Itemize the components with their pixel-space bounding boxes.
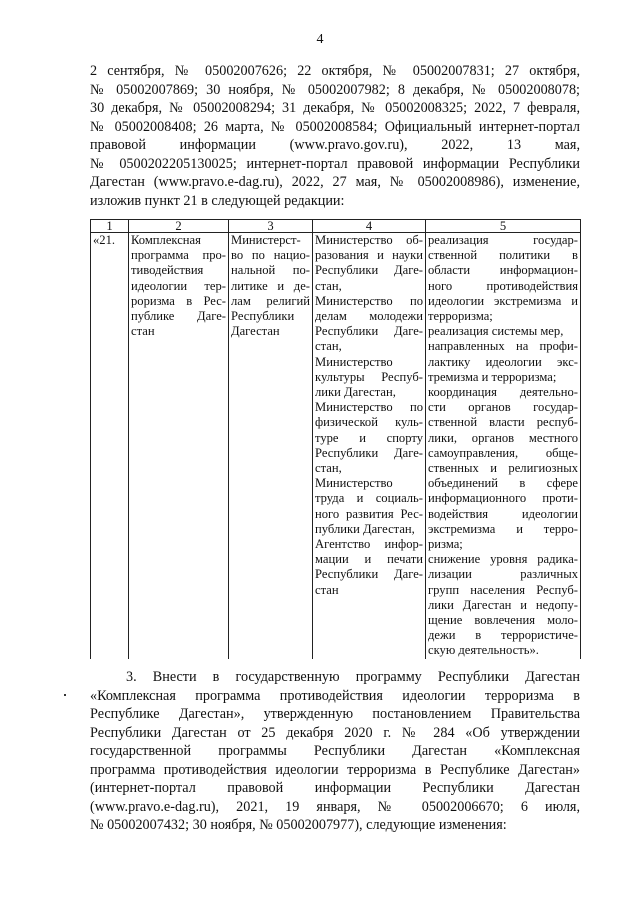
paragraph-line: № 05002007432; 30 ноября, № 05002007977), следующие изменения: (90, 817, 507, 833)
cell-line: ризма; (428, 537, 463, 552)
cell-line: реализация системы мер, (428, 324, 564, 339)
cell-goals (426, 233, 581, 659)
program-table (90, 219, 581, 659)
cell-line: Министерство об- (315, 233, 423, 247)
cell-line: лактику идеологии экс- (428, 354, 578, 369)
paragraph-line: (www.pravo.e-dag.ru), 2021, 19 января, № 05002006670; 6 июля, (90, 798, 580, 815)
intro-line: Дагестан (www.pravo.e-dag.ru), 2022, 27 мая, № 05002008986), изменение, (90, 174, 580, 190)
cell-line: лики, органов местного (428, 430, 578, 445)
cell-line: ного противодействия (428, 278, 578, 293)
intro-line: № 05002007869; 30 ноября, № 05002007982; 8 декабря, № 05002008078; (90, 81, 580, 98)
cell-line: лики Дагестан и недопу- (428, 597, 578, 612)
cell-line: стан (131, 324, 155, 339)
cell-line: самоуправления, обще- (428, 445, 578, 460)
cell-line: области информацион- (428, 263, 578, 278)
cell-line: Республики Даге- (315, 445, 423, 460)
cell-line: ственной власти респуб- (428, 415, 578, 430)
cell-line: разования и науки (315, 248, 423, 263)
cell-line: скую деятельность». (428, 643, 539, 658)
paragraph-line: государственной программы Республики Дагестан «Комплексная (90, 743, 580, 759)
table-header-row (91, 220, 581, 233)
paragraph-line: Республике Дагестан», утвержденную постановлением Правительства (90, 706, 580, 722)
cell-line: ственных и религиозных (428, 461, 578, 476)
cell-line: Республики Даге- (315, 263, 423, 278)
cell-line: Министерство (315, 354, 393, 369)
cell-line: стан (315, 582, 339, 597)
intro-line: № 0500202205130025; интернет-портал правовой информации Республики (90, 155, 580, 172)
intro-line: 2 сентября, № 05002007626; 22 октября, № 05002007831; 27 октября, (90, 63, 580, 79)
cell-line: реализация государ- (428, 233, 578, 247)
table-row (91, 233, 581, 659)
cell-line: объединений в сфере (428, 476, 578, 491)
cell-line: лам религий (231, 293, 310, 308)
cell-line: Республики (231, 309, 295, 324)
cell-item-number (91, 233, 129, 659)
cell-line: туре и спорту (315, 430, 423, 445)
cell-line: во по нацио- (231, 248, 310, 263)
cell-line: Дагестан (231, 324, 280, 339)
cell-line: идеологии тер- (131, 278, 226, 293)
cell-line: роризма в Рес- (131, 293, 226, 308)
cell-responsible-executor (229, 233, 313, 659)
intro-line: 30 декабря, № 05002008294; 31 декабря, № 05002008325; 2022, 7 февраля, (90, 100, 580, 116)
table-header-cell: 1 (91, 220, 129, 233)
cell-line: ственной политики в (428, 248, 578, 263)
cell-line: лизации различных (428, 567, 578, 582)
cell-line: Министерство по (315, 400, 423, 415)
cell-line: сти органов государ- (428, 400, 578, 415)
cell-line: ного развития Рес- (315, 506, 423, 521)
cell-line: Республики Даге- (315, 324, 423, 339)
scan-speck (64, 694, 66, 696)
paragraph-line: программа противодействия идеологии терроризма в Республике Дагестан» (90, 761, 580, 778)
cell-line: щение вовлечения моло- (428, 613, 578, 628)
cell-line: физической куль- (315, 415, 423, 430)
cell-line: лики Дагестан, (315, 385, 396, 400)
cell-line: водействия идеологии (428, 506, 578, 521)
cell-line: Министерст- (231, 233, 301, 247)
cell-line: идеологии экстремизма и (428, 293, 578, 308)
cell-line: публике Даге- (131, 309, 226, 324)
cell-line: информационного проти- (428, 491, 578, 506)
cell-line: Агентство инфор- (315, 537, 423, 552)
cell-line: программа про- (131, 248, 226, 263)
cell-line: литике и де- (231, 278, 310, 293)
cell-line: терроризма; (428, 309, 493, 324)
cell-line: Республики Даге- (315, 567, 423, 582)
cell-program-name (129, 233, 229, 659)
cell-line: Комплексная (131, 233, 201, 247)
cell-line: публики Дагестан, (315, 521, 415, 536)
paragraph-line: 3. Внести в государственную программу Республики Дагестан (126, 669, 580, 685)
cell-line: культуры Респуб- (315, 369, 423, 384)
paragraph-3 (90, 668, 580, 835)
intro-paragraph (90, 62, 580, 210)
intro-line: изложив пункт 21 в следующей редакции: (90, 192, 345, 209)
cell-line: Министерство (315, 476, 393, 491)
cell-line: снижение уровня радика- (428, 552, 578, 567)
cell-line: тремизма и терроризма; (428, 369, 557, 384)
cell-line: «21. (93, 233, 116, 247)
cell-line: стан, (315, 278, 342, 293)
paragraph-line: «Комплексная программа противодействия идеологии терроризма в (90, 687, 580, 704)
cell-line: нальной по- (231, 263, 310, 278)
cell-line: стан, (315, 339, 342, 354)
intro-line: № 05002008408; 26 марта, № 05002008584; Официальный интернет-портал (90, 118, 580, 135)
cell-line: Министерство по (315, 293, 423, 308)
cell-line: труда и социаль- (315, 491, 423, 506)
table-header-cell: 2 (129, 220, 229, 233)
cell-line: делам молодежи (315, 309, 423, 324)
cell-line: экстремизма и терро- (428, 521, 578, 536)
page-number: 4 (316, 32, 324, 47)
table-header-cell: 4 (313, 220, 426, 233)
cell-line: дежи в террористиче- (428, 628, 578, 643)
cell-line: координация деятельно- (428, 385, 578, 400)
paragraph-line: (интернет-портал правовой информации Республики Дагестан (90, 780, 580, 796)
cell-line: стан, (315, 461, 342, 476)
cell-co-executors (313, 233, 426, 659)
cell-line: групп населения Респуб- (428, 582, 578, 597)
cell-line: мации и печати (315, 552, 423, 567)
intro-line: правовой информации (www.pravo.gov.ru), 2022, 13 мая, (90, 137, 580, 153)
table-header-cell: 3 (229, 220, 313, 233)
cell-line: тиводействия (131, 263, 204, 278)
cell-line: направленных на профи- (428, 339, 578, 354)
table-header-cell: 5 (426, 220, 581, 233)
paragraph-line: Республики Дагестан от 25 декабря 2020 г. № 284 «Об утверждении (90, 724, 580, 741)
